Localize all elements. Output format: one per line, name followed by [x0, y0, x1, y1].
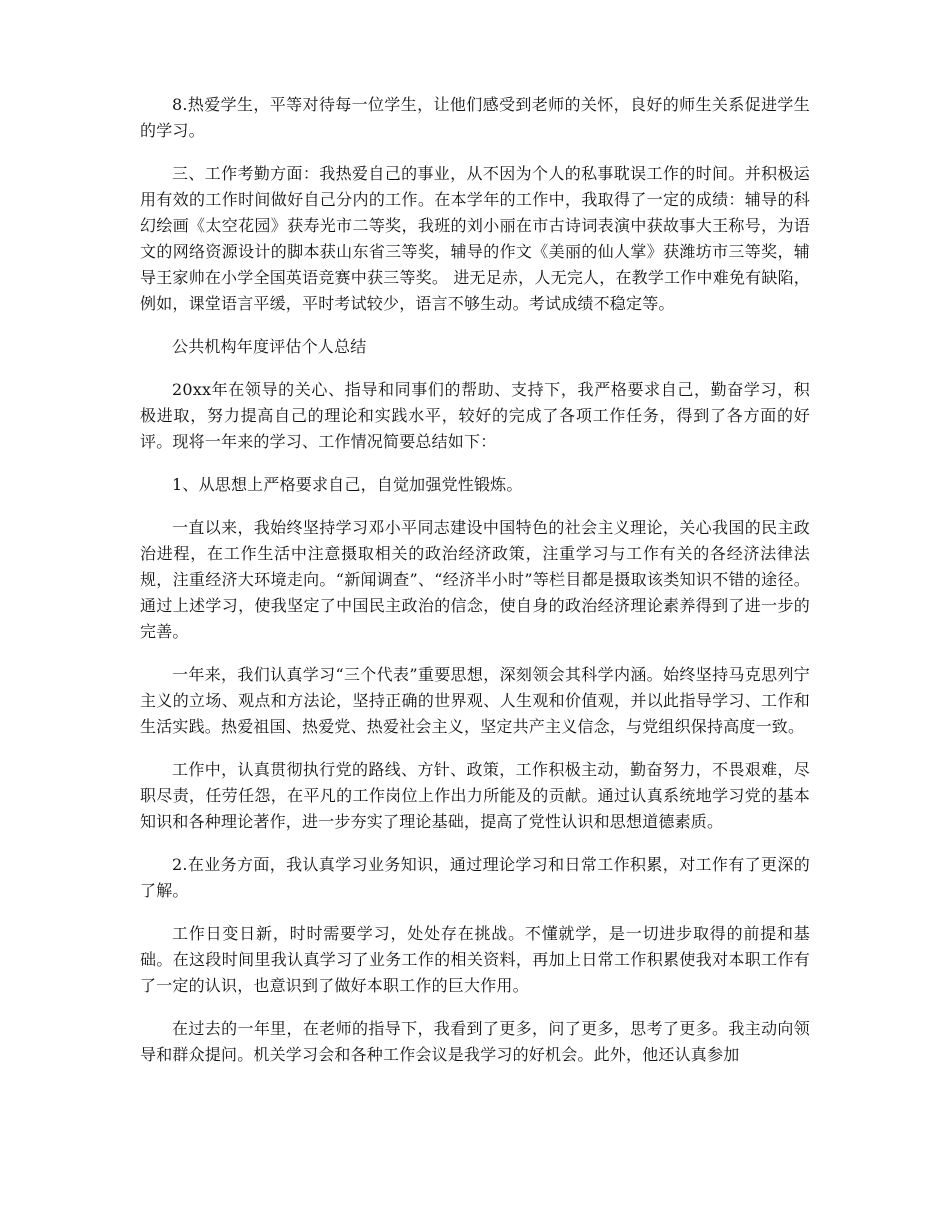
paragraph-point-2-heading: 2.在业务方面，我认真学习业务知识，通过理论学习和日常工作积累，对工作有了更深的了解。: [140, 855, 810, 900]
paragraph-point-1-heading: 1、从思想上严格要求自己，自觉加强党性锻炼。: [172, 475, 523, 494]
paragraph-three-represents: 一年来，我们认真学习“三个代表”重要思想，深刻领会其科学内涵。始终坚持马克思列宁主义的立场、观点和方法论，坚持正确的世界观、人生观和价值观，并以此指导学习、工作和生活实践。热爱祖国、热爱党、热爱社会主义，坚定共产主义信念，与党组织保持高度一致。: [140, 665, 810, 736]
paragraph-work-attitude: 工作中，认真贯彻执行党的路线、方针、政策，工作积极主动，勤奋努力，不畏艰难，尽职尽责，任劳任怨，在平凡的工作岗位上作出力所能及的贡献。通过认真系统地学习党的基本知识和各种理论著作，进一步夯实了理论基础，提高了党性认识和思想道德素质。: [140, 760, 810, 831]
paragraph-intro: 20xx年在领导的关心、指导和同事们的帮助、支持下，我严格要求自己，勤奋学习，积极进取，努力提高自己的理论和实践水平，较好的完成了各项工作任务，得到了各方面的好评。现将一年来的学习、工作情况简要总结如下：: [140, 380, 810, 451]
paragraph-political-study: 一直以来，我始终坚持学习邓小平同志建设中国特色的社会主义理论，关心我国的民主政治进程，在工作生活中注意摄取相关的政治经济政策，注重学习与工作有关的各经济法律法规，注重经济大环境走向。“新闻调查”、“经济半小时”等栏目都是摄取该类知识不错的途径。通过上述学习，使我坚定了中国民主政治的信念，使自身的政治经济理论素养得到了进一步的完善。: [140, 518, 810, 641]
paragraph-past-year: 在过去的一年里，在老师的指导下，我看到了更多，问了更多，思考了更多。我主动向领导和群众提问。机关学习会和各种工作会议是我学习的好机会。此外，他还认真参加: [140, 1019, 810, 1064]
paragraph-work-attendance: 三、工作考勤方面：我热爱自己的事业，从不因为个人的私事耽误工作的时间。并积极运用有效的工作时间做好自己分内的工作。在本学年的工作中，我取得了一定的成绩：辅导的科幻绘画《太空花园》获寿光市二等奖，我班的刘小丽在市古诗词表演中获故事大王称号，为语文的网络资源设计的脚本获山东省三等奖，辅导的作文《美丽的仙人掌》获潍坊市三等奖，辅导王家帅在小学全国英语竞赛中获三等奖。 进无足赤，人无完人，在教学工作中难免有缺陷，例如，课堂语言平缓，平时考试较少，语言不够生动。考试成绩不稳定等。: [140, 164, 810, 313]
section-title: 公共机构年度评估个人总结: [172, 337, 367, 356]
paragraph-teacher-care: 8.热爱学生，平等对待每一位学生，让他们感受到老师的关怀，良好的师生关系促进学生的学习。: [140, 95, 810, 140]
paragraph-continuous-learning: 工作日变日新，时时需要学习，处处存在挑战。不懂就学，是一切进步取得的前提和基础。在这段时间里我认真学习了业务工作的相关资料，再加上日常工作积累使我对本职工作有了一定的认识，也意识到了做好本职工作的巨大作用。: [140, 924, 810, 995]
